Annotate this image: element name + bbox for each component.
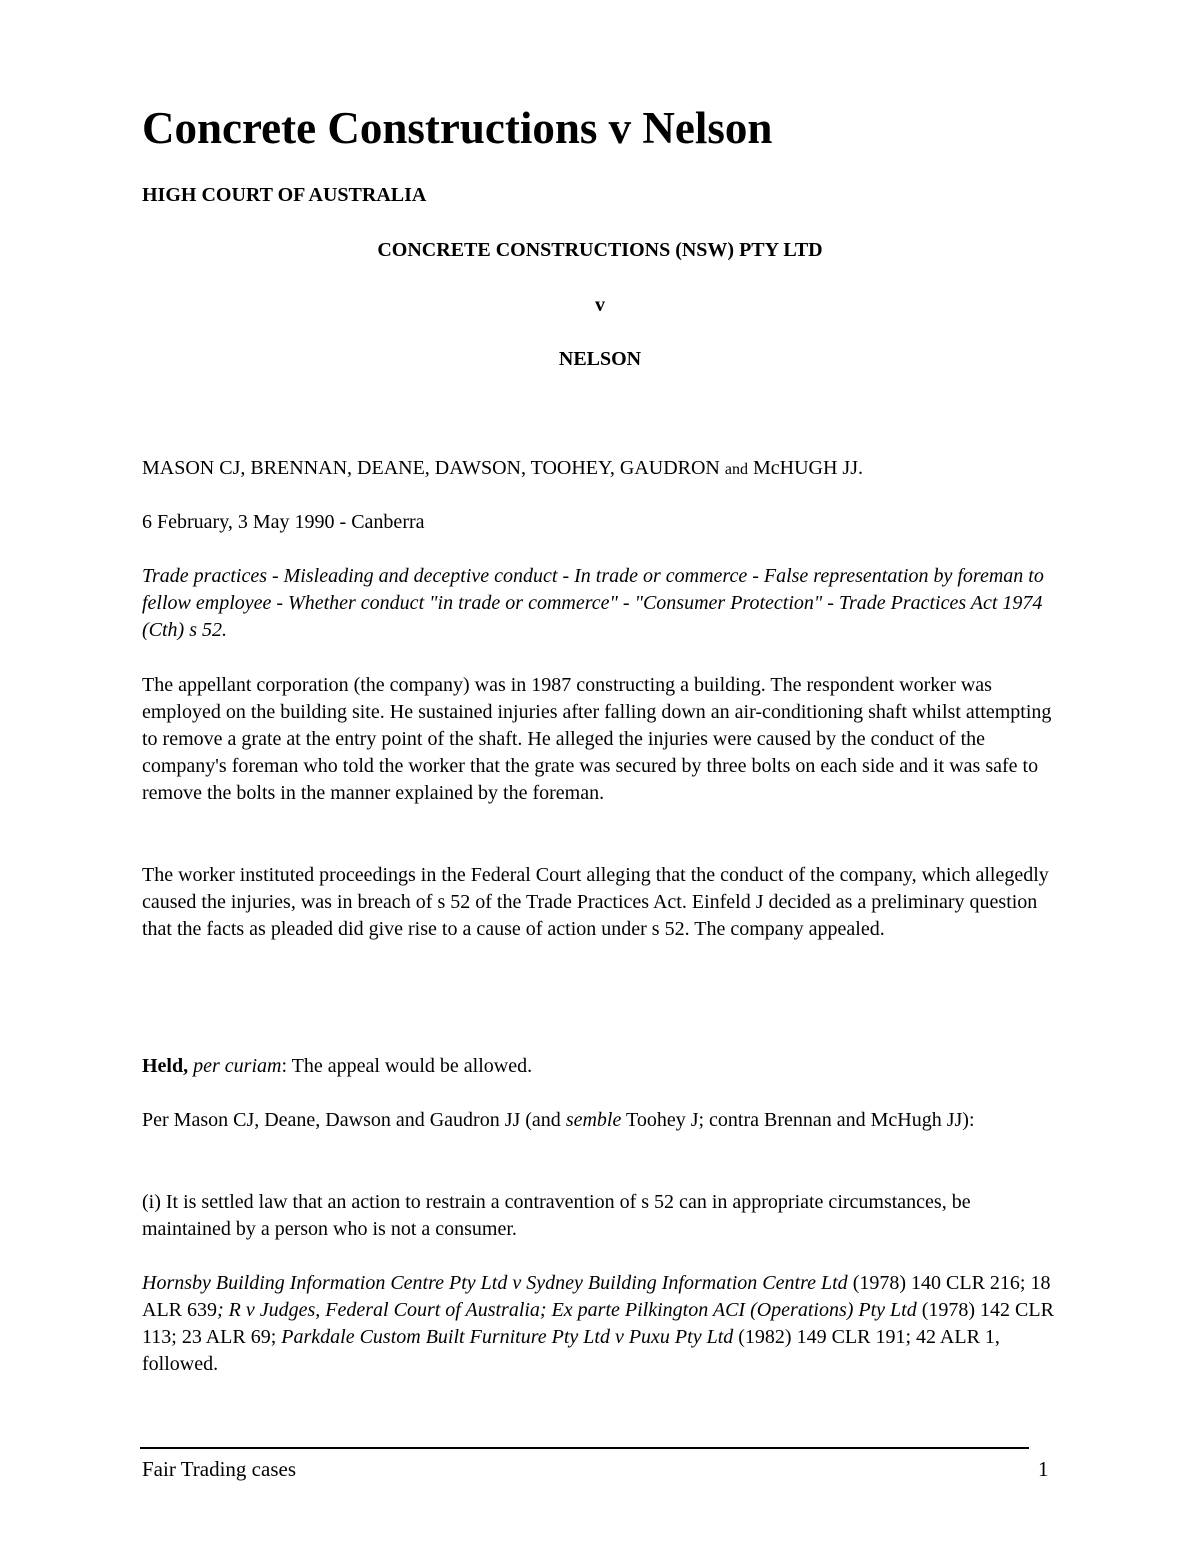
per-end: Toohey J; contra Brennan and McHugh JJ): [621, 1109, 975, 1131]
per-judges-paragraph [142, 1107, 1062, 1134]
bench-judges-last: McHUGH JJ. [747, 457, 863, 479]
footer-title: Fair Trading cases [142, 1457, 296, 1481]
facts-paragraph-2: The worker instituted proceedings in the Federal Court alleging that the conduct of the company, which allegedly caused the injuries, was in breach of s 52 of the Trade Practices Act. Einfeld J decided as a preliminary question that the facts as pleaded did give rise to a cause of action under s 52. The company appealed. [142, 864, 1049, 940]
bench-judges: MASON CJ, BRENNAN, DEANE, DAWSON, TOOHEY, GAUDRON [142, 457, 725, 479]
citation-parkdale-ref: (1982) 149 CLR 191; 42 ALR 1, followed. [142, 1326, 1000, 1375]
page-title: Concrete Constructions v Nelson [142, 103, 773, 153]
point-i: (i) It is settled law that an action to restrain a contravention of s 52 can in appropriate circumstances, be maintained by a person who is not a consumer. [142, 1191, 971, 1240]
court-name: HIGH COURT OF AUSTRALIA [142, 184, 427, 206]
bench-and: and [724, 461, 748, 478]
per-curiam: per curiam [193, 1055, 282, 1077]
page-number: 1 [1038, 1457, 1049, 1481]
citations-paragraph [142, 1270, 1062, 1378]
held-paragraph [142, 1053, 1062, 1080]
held-label: Held, [142, 1055, 189, 1077]
hearing-dates: 6 February, 3 May 1990 - Canberra [142, 511, 425, 533]
bench [142, 455, 1062, 483]
footer-divider [140, 1447, 1029, 1449]
citation-parkdale: Parkdale Custom Built Furniture Pty Ltd v Puxu Pty Ltd [281, 1326, 734, 1348]
catchwords: Trade practices - Misleading and deceptive conduct - In trade or commerce - False representation by foreman to fellow employee - Whether conduct "in trade or commerce" - "Consumer Protection" - Trade Practices Act 1974 (Cth) s 52. [142, 565, 1044, 641]
semble: semble [565, 1109, 622, 1131]
versus: v [595, 294, 605, 316]
citation-pilkington-ref: (1978) 142 CLR 113; 23 ALR 69; [142, 1299, 1054, 1348]
held-text: : The appeal would be allowed. [281, 1055, 533, 1077]
citation-hornsby: Hornsby Building Information Centre Pty Ltd v Sydney Building Information Centre Ltd [142, 1272, 848, 1294]
citation-hornsby-ref: (1978) 140 CLR 216; 18 ALR 639 [142, 1272, 1051, 1321]
appellant-name: CONCRETE CONSTRUCTIONS (NSW) PTY LTD [377, 239, 823, 261]
citation-pilkington: ; R v Judges, Federal Court of Australia; Ex parte Pilkington ACI (Operations) Pty Ltd [217, 1299, 917, 1321]
per-start: Per Mason CJ, Deane, Dawson and Gaudron JJ (and [142, 1109, 566, 1131]
respondent-name: NELSON [558, 348, 642, 370]
facts-paragraph-1: The appellant corporation (the company) was in 1987 constructing a building. The respondent worker was employed on the building site. He sustained injuries after falling down an air-conditioning shaft whilst attempting to remove a grate at the entry point of the shaft. He alleged the injuries were caused by the conduct of the company's foreman who told the worker that the grate was secured by three bolts on each side and it was safe to remove the bolts in the manner explained by the foreman. [142, 674, 1052, 804]
